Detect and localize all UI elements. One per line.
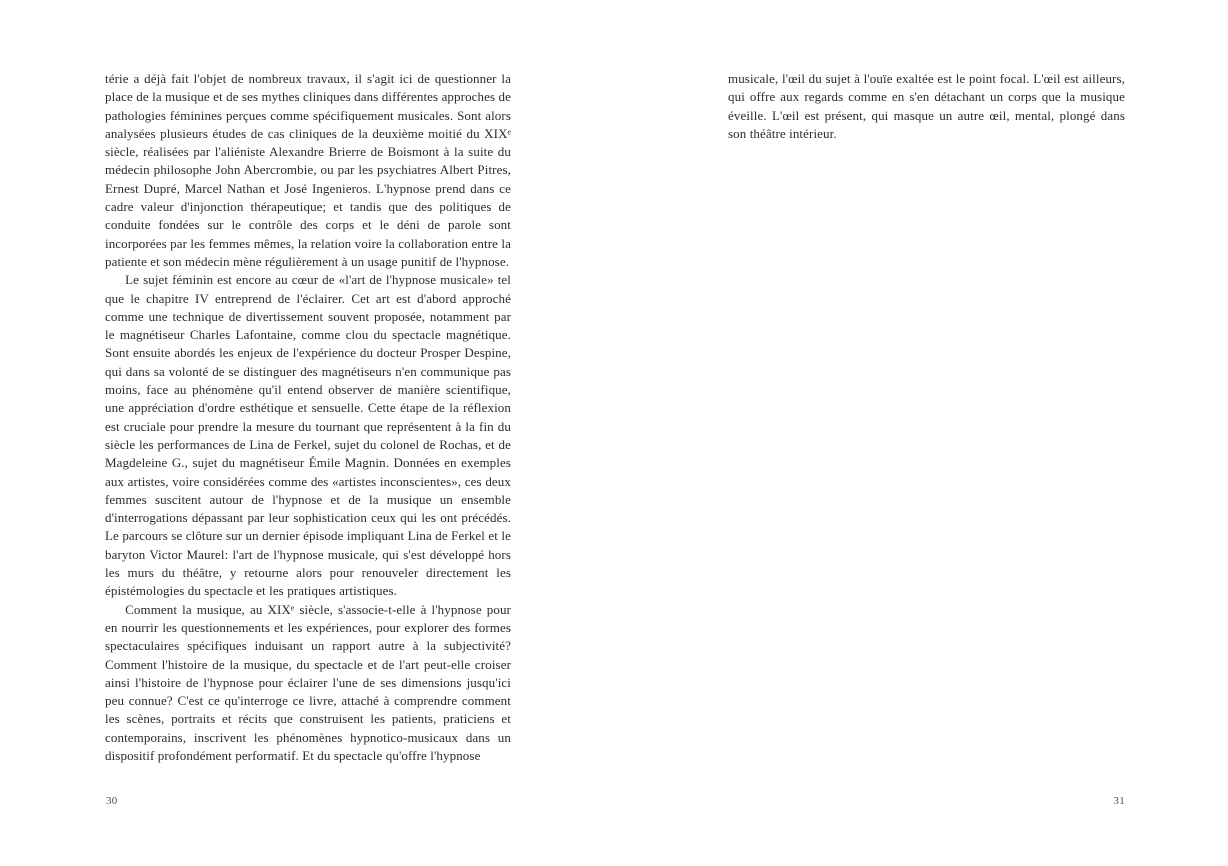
right-page-text-block <box>728 70 1125 143</box>
left-page-text-block <box>105 70 511 765</box>
right-page-number: 31 <box>1113 795 1125 807</box>
left-page-number: 30 <box>106 795 118 807</box>
paragraph: Le sujet féminin est encore au cœur de «l'art de l'hypnose musicale» tel que le chapitre IV entreprend de l'éclairer. Cet art est d'abord approché comme une technique de divertissement souvent proposée, notamment par le magnétiseur Charles Lafontaine, comme clou du spectacle magnétique. Sont ensuite abordés les enjeux de l'expérience du docteur Prosper Despine, qui dans sa volonté de se distinguer des magnétiseurs n'en communique pas moins, face au phénomène qu'il entend observer de manière scientifique, une appréciation d'ordre esthétique et sensuelle. Cette étape de la réflexion est cruciale pour prendre la mesure du tournant que représentent à la fin du siècle les performances de Lina de Ferkel, sujet du colonel de Rochas, et de Magdeleine G., sujet du magnétiseur Émile Magnin. Données en exemples aux artistes, voire considérées comme des «artistes inconscientes», ces deux femmes suscitent autour de l'hypnose et de la musique un ensemble d'interrogations dépassant par leur sophistication ceux qui les ont précédés. Le parcours se clôture sur un dernier épisode impliquant Lina de Ferkel et le baryton Victor Maurel: l'art de l'hypnose musicale, qui s'est développé hors les murs du théâtre, y retourne alors pour renouveler directement les épistémologies du spectacle et les pratiques artistiques. <box>105 272 511 599</box>
paragraph: Comment la musique, au XIXᵉ siècle, s'associe-t-elle à l'hypnose pour en nourrir les questionnements et les expériences, pour explorer des formes spectaculaires spécifiques induisant un rapport autre à la subjectivité? Comment l'histoire de la musique, du spectacle et de l'art peut-elle croiser ainsi l'histoire de l'hypnose pour éclairer l'une de ses dimensions jusqu'ici peu connue? C'est ce qu'interroge ce livre, attaché à comprendre comment les scènes, portraits et récits que construisent les patients, praticiens et contemporains, inscrivent les phénomènes hypnotico-musicaux dans un dispositif profondément performatif. Et du spectacle qu'offre l'hypnose <box>105 601 511 763</box>
paragraph: térie a déjà fait l'objet de nombreux travaux, il s'agit ici de questionner la place de la musique et de ses mythes cliniques dans différentes approches de pathologies féminines perçues comme spécifiquement musicales. Sont alors analysées plusieurs études de cas cliniques de la deuxième moitié du XIXᵉ siècle, réalisées par l'aliéniste Alexandre Brierre de Boismont à la suite du médecin philosophe John Abercrombie, ou par les psychiatres Albert Pitres, Ernest Dupré, Marcel Nathan et José Ingenieros. L'hypnose prend dans ce cadre valeur d'injonction thérapeutique; et tandis que des politiques de conduite fondées sur le contrôle des corps et le déni de parole sont incorporées par les femmes mêmes, la relation voire la collaboration entre la patiente et son médecin mène régulièrement à un usage punitif de l'hypnose. <box>105 71 511 269</box>
right-page <box>614 0 1228 866</box>
paragraph: musicale, l'œil du sujet à l'ouïe exaltée est le point focal. L'œil est ailleurs, qui offre aux regards comme en s'en détachant un corps que la musique éveille. L'œil est présent, qui masque un autre œil, mental, plongé dans son théâtre intérieur. <box>728 71 1125 141</box>
